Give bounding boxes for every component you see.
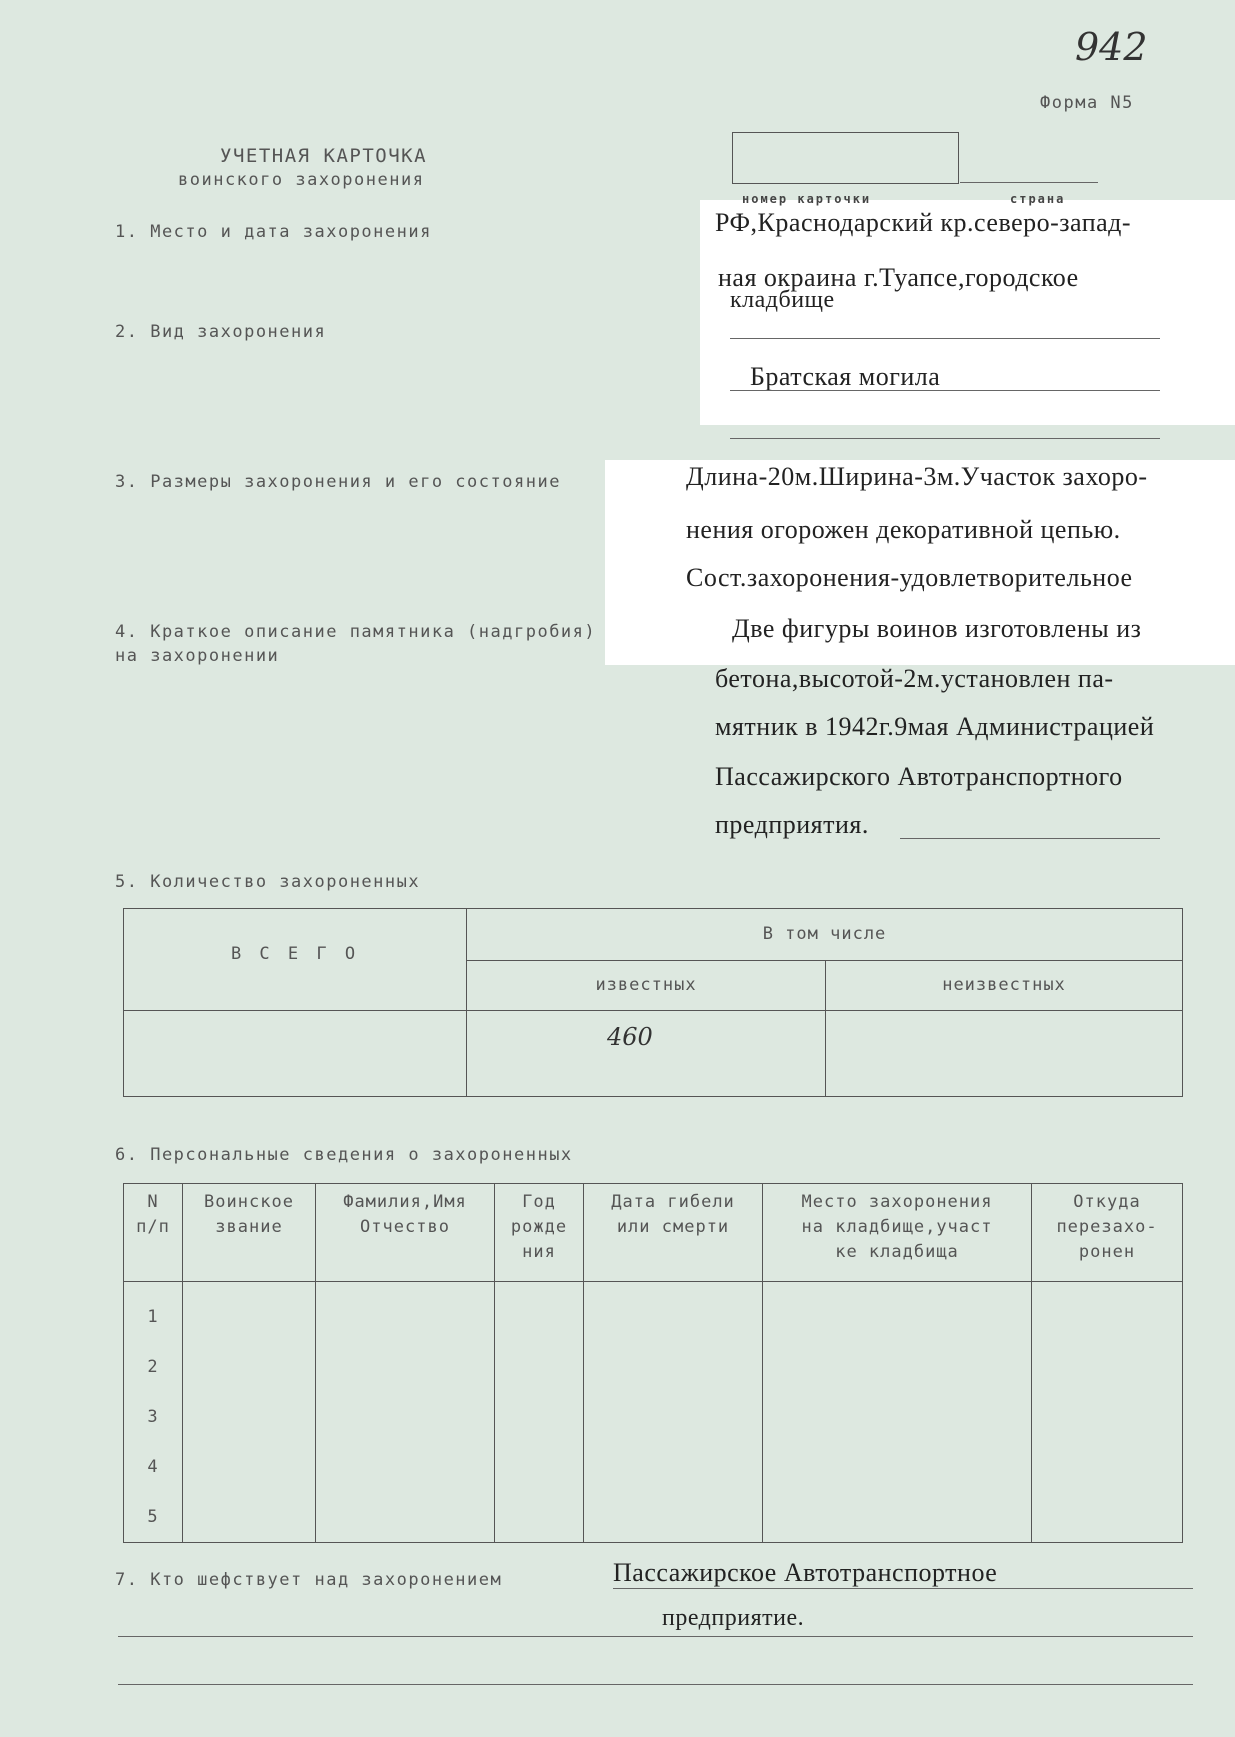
monument-underline bbox=[900, 838, 1160, 839]
col-birth-year-header-line: рожде bbox=[510, 1217, 568, 1237]
total-header: В С Е Г О bbox=[230, 944, 360, 964]
patron-underline-1 bbox=[613, 1588, 1193, 1589]
row-number: 1 bbox=[147, 1307, 159, 1327]
burial-type-label: 2. Вид захоронения bbox=[115, 322, 327, 342]
unknown-header: неизвестных bbox=[942, 975, 1066, 995]
monument-value-line1: Две фигуры воинов изготовлены из bbox=[732, 614, 1142, 643]
personal-label: 6. Персональные сведения о захороненных bbox=[115, 1145, 573, 1165]
row-number: 5 bbox=[147, 1507, 159, 1527]
col-death-date-header-line: Дата гибели bbox=[611, 1192, 735, 1212]
col-name-header-line: Отчество bbox=[360, 1217, 450, 1237]
form-label: Форма N5 bbox=[1040, 93, 1134, 113]
col-rank-header-line: Воинское bbox=[204, 1192, 294, 1212]
patron-underline-2 bbox=[118, 1636, 1193, 1637]
place-value-line2: ная окраина г.Туапсе,городское bbox=[718, 263, 1079, 292]
row-number-cell bbox=[124, 1282, 183, 1543]
patron-value-line1: Пассажирское Автотранспортное bbox=[613, 1558, 998, 1587]
monument-value-line3: мятник в 1942г.9мая Администрацией bbox=[715, 712, 1155, 741]
row-numbers bbox=[124, 1282, 182, 1542]
col-burial-place-header-line: Место захоронения bbox=[801, 1192, 993, 1212]
count-label: 5. Количество захороненных bbox=[115, 872, 421, 892]
col-origin-header bbox=[1032, 1184, 1183, 1282]
col-name-header bbox=[316, 1184, 495, 1282]
col-origin-header-line: ронен bbox=[1078, 1242, 1136, 1262]
col-rank-header-line: звание bbox=[215, 1217, 283, 1237]
col-origin-header-line: перезахо- bbox=[1056, 1217, 1158, 1237]
col-burial-place-header bbox=[763, 1184, 1032, 1282]
col-burial-place-header-line: на кладбище,участ bbox=[801, 1217, 993, 1237]
col-burial-place-header-line: ке кладбища bbox=[835, 1242, 959, 1262]
known-value: 460 bbox=[607, 1023, 653, 1051]
known-header: известных bbox=[595, 975, 697, 995]
handwritten-archive-number: 942 bbox=[1075, 25, 1148, 69]
country-label: страна bbox=[1010, 192, 1066, 206]
col-death-date-header-line: или смерти bbox=[616, 1217, 730, 1237]
known-value-cell bbox=[467, 1011, 826, 1097]
country-line bbox=[960, 182, 1098, 183]
patron-underline-3 bbox=[118, 1684, 1193, 1685]
rank-body-cell bbox=[183, 1282, 316, 1543]
burial-type-value: Братская могила bbox=[750, 362, 941, 391]
place-value-line1: РФ,Краснодарский кр.северо-запад- bbox=[715, 208, 1132, 237]
death-date-body-cell bbox=[584, 1282, 763, 1543]
place-label: 1. Место и дата захоронения bbox=[115, 222, 432, 242]
burial-type-underline bbox=[730, 390, 1160, 391]
count-table bbox=[123, 908, 1183, 1097]
col-birth-year-header-line: ния bbox=[522, 1242, 556, 1262]
size-value-line3: Сост.захоронения-удовлетворительное bbox=[686, 563, 1133, 592]
monument-label-line2: на захоронении bbox=[115, 646, 280, 666]
burial-place-body-cell bbox=[763, 1282, 1032, 1543]
monument-label: 4. Краткое описание памятника (надгробия) bbox=[115, 622, 597, 642]
known-header-cell bbox=[467, 961, 826, 1011]
total-value-cell bbox=[124, 1011, 467, 1097]
monument-value-line2: бетона,высотой-2м.установлен па- bbox=[715, 664, 1114, 693]
birth-year-body-cell bbox=[495, 1282, 584, 1543]
name-body-cell bbox=[316, 1282, 495, 1543]
card-number-label: номер карточки bbox=[742, 192, 872, 206]
burial-type-underline-2 bbox=[730, 438, 1160, 439]
card-number-box bbox=[732, 132, 959, 184]
card-subtitle: воинского захоронения bbox=[178, 170, 425, 190]
patron-label: 7. Кто шефствует над захоронением bbox=[115, 1570, 503, 1590]
size-label: 3. Размеры захоронения и его состояние bbox=[115, 472, 561, 492]
col-number-header-line: п/п bbox=[136, 1217, 170, 1237]
monument-value-line5: предприятия. bbox=[715, 810, 869, 839]
col-birth-year-header-line: Год bbox=[522, 1192, 556, 1212]
row-number: 3 bbox=[147, 1407, 159, 1427]
col-number-header bbox=[124, 1184, 183, 1282]
col-death-date-header bbox=[584, 1184, 763, 1282]
unknown-header-cell bbox=[826, 961, 1183, 1011]
col-rank-header bbox=[183, 1184, 316, 1282]
row-number: 4 bbox=[147, 1457, 159, 1477]
including-header: В том числе bbox=[762, 924, 887, 944]
col-name-header-line: Фамилия,Имя bbox=[343, 1192, 467, 1212]
place-value-line3: кладбище bbox=[730, 287, 835, 313]
col-number-header-line: N bbox=[147, 1192, 159, 1212]
col-origin-header-line: Откуда bbox=[1073, 1192, 1141, 1212]
patron-value-line2: предприятие. bbox=[662, 1605, 805, 1631]
size-value-line2: нения огорожен декоративной цепью. bbox=[686, 515, 1121, 544]
place-underline bbox=[730, 338, 1160, 339]
origin-body-cell bbox=[1032, 1282, 1183, 1543]
total-header-cell bbox=[124, 909, 467, 1011]
personal-table bbox=[123, 1183, 1183, 1543]
including-header-cell bbox=[467, 909, 1183, 961]
monument-value-line4: Пассажирского Автотранспортного bbox=[715, 762, 1123, 791]
size-value-line1: Длина-20м.Ширина-3м.Участок захоро- bbox=[686, 462, 1148, 491]
row-number: 2 bbox=[147, 1357, 159, 1377]
card-title: УЧЕТНАЯ КАРТОЧКА bbox=[220, 145, 428, 167]
col-birth-year-header bbox=[495, 1184, 584, 1282]
unknown-value-cell bbox=[826, 1011, 1183, 1097]
